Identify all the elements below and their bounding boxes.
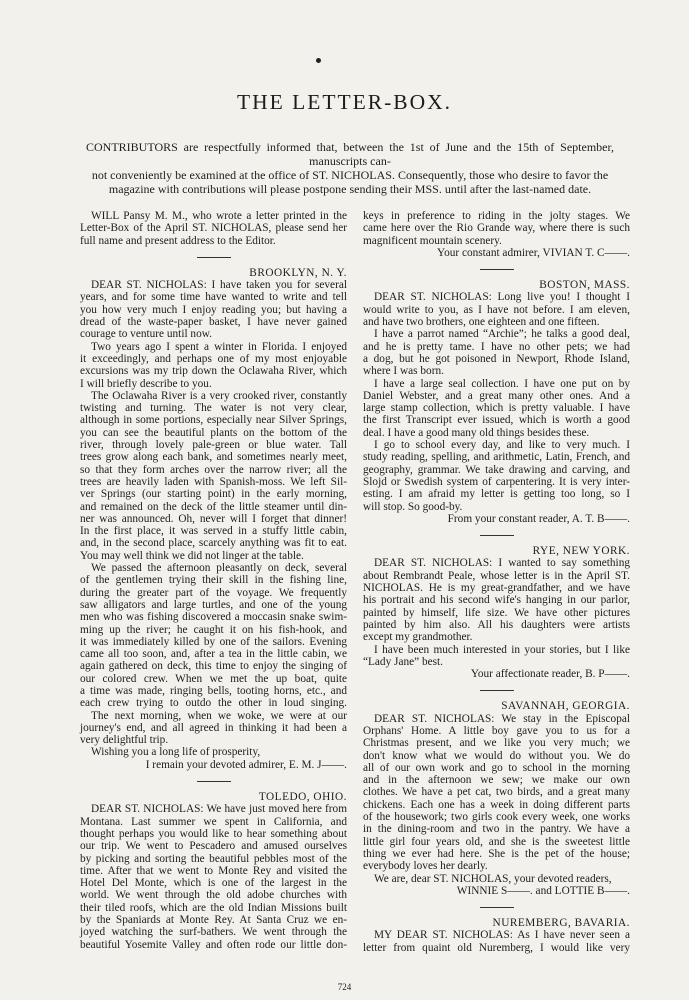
text-line: don't know what we would do without you. We do [363, 749, 630, 762]
text-line: about Rembrandt Peale, whose letter is in the April ST. [363, 569, 630, 582]
text-line: his portrait and his second wife's hanging in our parlor, [363, 594, 630, 607]
text-line: We are, dear ST. NICHOLAS, your devoted readers, [374, 872, 612, 885]
text-line: beautiful Yosemite Valley and often rode our little don- [80, 938, 347, 951]
text-line: would write to you, as I have not before. I am eleven, [363, 303, 630, 316]
text-line: DEAR ST. NICHOLAS: We stay in the Episcopal [374, 712, 630, 725]
text-line: The Oclawaha River is a very crooked river, constantly [91, 389, 347, 402]
text-line: each crew trying to outdo the other in loud singing. [80, 697, 347, 710]
text-line: and, in the second place, scarcely anything was fit to eat. [80, 537, 347, 550]
text-line: although in some portions, especially near Silver Springs, [80, 414, 347, 427]
text-line: I go to school every day, and like to very much. I [374, 439, 630, 452]
text-line: where I was born. [363, 365, 444, 378]
section-divider [480, 907, 514, 908]
text-line: will stop. So good-by. [363, 500, 463, 513]
text-line: of the gentlemen trying their skill in the fishing line, [80, 574, 347, 587]
text-line: I have a parrot named “Archie”; he talks a good deal, [374, 328, 630, 341]
text-line: “Lady Jane” best. [363, 655, 443, 668]
text-line: and he is pretty tame. I have no other pets; we had [363, 340, 630, 353]
text-line: painted by himself, life size. We have other pictures [363, 606, 630, 619]
text-line: deal. I have a good many old things besides these. [363, 426, 590, 439]
text-line: esting. I am afraid my letter is getting too long, so I [363, 488, 630, 501]
text-line: saw alligators and large turtles, and one of the young [80, 598, 347, 611]
text-line: thing we ever had here. She is the pet of the house; [363, 847, 630, 860]
text-line: little girl four years old, and she is the sweetest little [363, 835, 630, 848]
text-line: time. After that we went to Monte Rey and visited the [80, 864, 347, 877]
text-line: Your constant admirer, VIVIAN T. C——. [437, 246, 630, 259]
text-line: Montana. Last summer we spent in California, and [80, 815, 347, 828]
text-line: during the greater part of the voyage. We frequently [80, 586, 347, 599]
text-line: TOLEDO, OHIO. [258, 791, 347, 804]
text-line: so that they form arches over the narrow river; all the [80, 463, 347, 476]
text-line: chickens. Each one has a week in doing different parts [363, 798, 630, 811]
text-line: Your affectionate reader, B. P——. [470, 668, 630, 681]
text-line: years, and for some time have wanted to write and tell [80, 291, 347, 304]
text-line: men who was fishing discovered a moccasin snake swim- [80, 611, 347, 624]
text-line: The next morning, when we woke, we were at our [91, 709, 347, 722]
text-line: SAVANNAH, GEORGIA. [501, 700, 630, 713]
text-line: in the dining-room and two in the pantry. We have a [363, 823, 630, 836]
text-line: river, through lovely pale-green or blue water. Tall [80, 439, 347, 452]
text-line: I have been much interested in your stories, but I like [374, 643, 630, 656]
text-line: you how very much I enjoy reading you; but having a [80, 303, 347, 316]
text-line: and remained on the deck of the little steamer until din- [80, 500, 347, 513]
text-line: Letter-Box of the April ST. NICHOLAS, please send her [80, 222, 347, 235]
text-line: study reading, spelling, and arithmetic, Latin, French, and [363, 451, 630, 464]
text-line: DEAR ST. NICHOLAS: We have just moved here from [91, 803, 347, 816]
text-line: everybody loves her dearly. [363, 860, 488, 873]
text-line: again gathered on deck, this time to enjoy the singing of [80, 660, 347, 673]
notice-line: not conveniently be examined at the office of ST. NICHOLAS. Consequently, those who desire to favor the [91, 168, 609, 182]
notice-line: CONTRIBUTORS are respectfully informed that, between the 1st of June and the 15th of September, manuscripts can- [86, 140, 614, 168]
text-line: dread of the waste-paper basket, I have never gained [80, 316, 347, 329]
text-line: WINNIE S——. and LOTTIE B——. [456, 884, 630, 897]
text-line: I have a large seal collection. I have one put on by [374, 377, 630, 390]
left-column [80, 210, 347, 951]
contributors-notice [86, 140, 614, 196]
text-line: In the first place, it was served in a stuffy little cabin, [80, 525, 347, 538]
text-line: our trip. We went to Pescadero and amused ourselves [80, 840, 347, 853]
text-line: From your constant reader, A. T. B——. [447, 512, 630, 525]
text-line: Hotel Del Monte, which is one of the largest in the [80, 877, 347, 890]
text-line: magnificent mountain scenery. [363, 234, 502, 247]
text-line: it was immediately killed by one of the sailors. Evening [80, 635, 347, 648]
text-line: I will briefly describe to you. [80, 377, 212, 390]
text-line: all of our own work and go to school in the morning [363, 761, 630, 774]
text-line: large stamp collection, which is pretty valuable. I have [363, 402, 630, 415]
section-divider [197, 257, 231, 258]
text-line: a time was made, ringing bells, tooting horns, etc., and [80, 684, 347, 697]
text-line: came here over the Rio Grande way, where there is such [363, 222, 630, 235]
text-line: trees grow along each bank, and sometimes nearly meet, [80, 451, 347, 464]
text-line: their tiled roofs, which are the old Indian Missions built [80, 901, 347, 914]
text-line: except my grandmother. [363, 631, 473, 644]
text-line: of the housework; two girls cook every week, one works [363, 811, 630, 824]
text-line: you can see the beautiful plants on the bottom of the [80, 426, 347, 439]
text-line: You may well think we did not linger at the table. [80, 549, 304, 562]
page-number: 724 [337, 982, 352, 992]
text-line: journey's end, and all agreed in thinking it had been a [80, 721, 347, 734]
text-line: by picking and sorting the beautiful pebbles most of the [80, 852, 347, 865]
text-line: geography, grammar. We take drawing and carving, and [363, 463, 630, 476]
text-line: our colored crew. When we met the up boat, quite [80, 672, 347, 685]
text-line: DEAR ST. NICHOLAS: I have taken you for several [91, 279, 347, 292]
text-line: painted by him also. All his daughters were artists [363, 618, 630, 631]
text-line: Orphans' Home. A little boy gave you to us for a [363, 724, 630, 737]
text-line: the first Transcript ever issued, which is worth a good [363, 414, 630, 427]
section-divider [480, 269, 514, 270]
text-line: trees are heavily laden with Spanish-moss. We left Sil- [80, 475, 347, 488]
ornament-dot [316, 58, 321, 63]
text-line: BOSTON, MASS. [539, 279, 630, 292]
text-line: thought perhaps you would like to hear something about [80, 827, 347, 840]
text-line: WILL Pansy M. M., who wrote a letter printed in the [91, 210, 347, 222]
text-line: Slojd or Swedish system of carpentering. It is very inter- [363, 475, 630, 488]
right-column [363, 210, 630, 954]
text-line: I remain your devoted admirer, E. M. J——. [145, 758, 347, 771]
text-line: Daniel Webster, and a great many other ones. And a [363, 389, 630, 402]
text-line: a dog, but he got poisoned in Newport, Rhode Island, [363, 352, 630, 365]
section-divider [480, 535, 514, 536]
page-title: THE LETTER-BOX. [236, 90, 453, 114]
text-line: Christmas present, and we like you very much; we [363, 737, 630, 750]
text-line: by the Spaniards at Monte Rey. At Santa Cruz we en- [80, 914, 347, 927]
text-line: very delightful trip. [80, 734, 169, 747]
notice-line: magazine with contributions will please postpone sending their MSS. until after the last-named date. [108, 182, 592, 196]
text-line: RYE, NEW YORK. [532, 545, 630, 558]
text-line: excursions was my trip down the Oclawaha River, which [80, 365, 347, 378]
text-line: Two years ago I spent a winter in Florida. I enjoyed [91, 340, 347, 353]
text-line: ner was announced. Oh, never will I forget that dinner! [80, 512, 347, 525]
text-line: DEAR ST. NICHOLAS: Long live you! I thought I [374, 291, 630, 304]
text-line: world. We went through the old adobe churches with [80, 889, 347, 902]
text-line: NICHOLAS. He is my great-grandfather, and we have [363, 582, 630, 595]
text-line: NUREMBERG, BAVARIA. [492, 917, 630, 930]
text-line: We passed the afternoon pleasantly on deck, several [91, 562, 347, 575]
text-line: clothes. We have a pet cat, two birds, and a great many [363, 786, 630, 799]
text-line: DEAR ST. NICHOLAS: I wanted to say something [374, 557, 630, 570]
text-line: ver Springs (our starting point) in the early morning, [80, 488, 347, 501]
text-line: it exceedingly, and perhaps one of my most enjoyable [80, 352, 347, 365]
text-line: ming up the river; he caught it on his fish-hook, and [80, 623, 347, 636]
text-line: and have two brothers, one eighteen and one fifteen. [363, 316, 600, 329]
text-line: joyed watching the surf-bathers. We went through the [80, 926, 347, 939]
text-line: MY DEAR ST. NICHOLAS: As I have never seen a [374, 929, 630, 942]
text-line: keys in preference to riding in the jolty stages. We [363, 210, 630, 222]
section-divider [197, 781, 231, 782]
section-divider [480, 690, 514, 691]
text-line: came all too soon, and, after a tea in the little cabin, we [80, 648, 347, 661]
text-line: Wishing you a long life of prosperity, [91, 746, 261, 759]
text-line: and in the afternoon we sew; we make our own [363, 774, 630, 787]
text-line: courage to venture until now. [80, 328, 212, 341]
text-line: twisting and turning. The water is not very clear, [80, 402, 347, 415]
text-line: letter from quaint old Nuremberg, I would like very [363, 941, 630, 954]
text-line: full name and present address to the Editor. [80, 234, 276, 247]
text-line: BROOKLYN, N. Y. [249, 266, 347, 279]
